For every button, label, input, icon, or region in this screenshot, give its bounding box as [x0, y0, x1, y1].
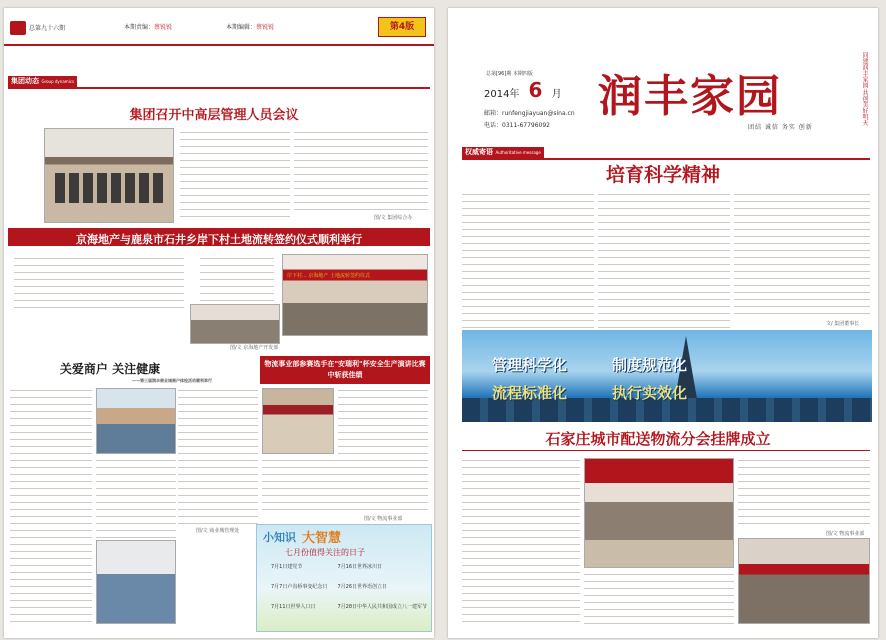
article-body-col2: [598, 192, 730, 328]
date-item: 7月11日世界人口日: [271, 604, 316, 610]
header-rule: [4, 44, 434, 46]
date-block: 2014年 6 月: [484, 78, 562, 102]
date-item: 7月7日卢沟桥事变纪念日: [271, 584, 328, 590]
article-caption: 图/文 物流事业部: [826, 531, 865, 537]
ceremony-photo: [584, 458, 734, 568]
knowledge-title-small: 小知识: [263, 531, 296, 544]
article-body-col3: [96, 458, 176, 538]
article-caption: 图/文 物流事业部: [364, 516, 403, 522]
checkup-photo-2: [96, 540, 176, 624]
article-title: 物流事业部参赛选手在"安瑞利"杯安全生产演讲比赛中斩获佳绩: [264, 360, 426, 379]
article-body: [14, 256, 184, 314]
banner-text: 流程标准化: [492, 384, 568, 402]
ceremony-photo-2: [738, 538, 870, 624]
article-body: [10, 388, 92, 628]
knowledge-title-big: 大智慧: [302, 531, 342, 546]
article-title: 关爱商户 关注健康: [59, 362, 161, 376]
article-caption: 文/ 集团董事长: [826, 321, 860, 327]
banner-text: 管理科学化: [492, 356, 568, 374]
knowledge-box: [256, 524, 432, 632]
article-caption: 图/文 集团综合办: [374, 215, 413, 221]
layout-label: 本期编辑：蔡锐锐: [226, 24, 275, 31]
editor-label: 本期责编：蔡锐锐: [124, 24, 173, 31]
date-item: 7月26日世界语创立日: [337, 584, 387, 590]
date-item: 7月1日建党节: [271, 564, 303, 570]
page-badge: 第4版: [378, 17, 426, 37]
article-body: [462, 458, 580, 624]
section-tag: 权威寄语 Authoritative message: [462, 147, 544, 158]
award-photo: [262, 388, 334, 454]
article-title: 培育科学精神: [605, 164, 720, 186]
left-page: [4, 8, 434, 638]
article-subtitle: ——第三届润丰商业城商户体检活动顺利举行: [132, 378, 212, 383]
section-rule: [8, 87, 430, 89]
article-body-col2: [178, 388, 258, 524]
article-title: 京海地产与鹿泉市石井乡岸下村土地流转签约仪式顺利举行: [76, 233, 362, 246]
article-body: [338, 388, 428, 456]
article-body-col3: [734, 192, 870, 318]
knowledge-dates: [271, 563, 427, 623]
date-item: 7月16日世界冰川日: [337, 564, 382, 570]
issue-label: 总第九十六期: [29, 25, 66, 32]
article-body-col2: [294, 130, 428, 214]
section-tag: 集团动态 Group dynamics: [8, 76, 77, 87]
article-title: 石家庄城市配送物流分会挂牌成立: [545, 430, 771, 448]
article-body-col2: [738, 458, 870, 528]
article-title: 集团召开中高层管理人员会议: [129, 108, 299, 123]
checkup-photo: [96, 388, 176, 454]
article-body-col3: [584, 572, 734, 624]
meeting-photo: [44, 128, 174, 223]
article-rule: [462, 450, 870, 451]
issue-line: 总第[96]期 本期四版: [486, 71, 533, 77]
right-page: [448, 8, 878, 638]
date-item: 7月28日中华人民共和国成立八一建军节: [337, 604, 427, 610]
masthead-slogan: 团结 诚信 务实 创新: [748, 124, 813, 131]
banner-text: 执行实效化: [612, 384, 688, 402]
signing-photo: 岸下村... 京海地产 土地流转签约仪式: [282, 254, 428, 336]
slogan-banner: [462, 330, 872, 422]
email-line: 邮箱：runfengjiayuan@sina.cn: [484, 110, 575, 117]
phone-line: 电话：0311-67796092: [484, 122, 550, 129]
knowledge-subtitle: 七月份值得关注的日子: [285, 548, 365, 557]
masthead-logo: 润丰家园: [598, 71, 782, 122]
article-caption: 图/文 商业城管理处: [196, 528, 240, 534]
article-caption: 图/文 京海地产开发部: [230, 345, 279, 351]
signing-photo-2: [190, 304, 280, 344]
masthead-slogan-vertical: 同建润丰家园 共创美好明天: [861, 52, 868, 126]
article-body: [180, 130, 290, 218]
logo-mark: [10, 20, 70, 36]
article-body-col2: [262, 458, 428, 514]
banner-text: 制度规范化: [612, 356, 688, 374]
article-body: [462, 192, 594, 328]
